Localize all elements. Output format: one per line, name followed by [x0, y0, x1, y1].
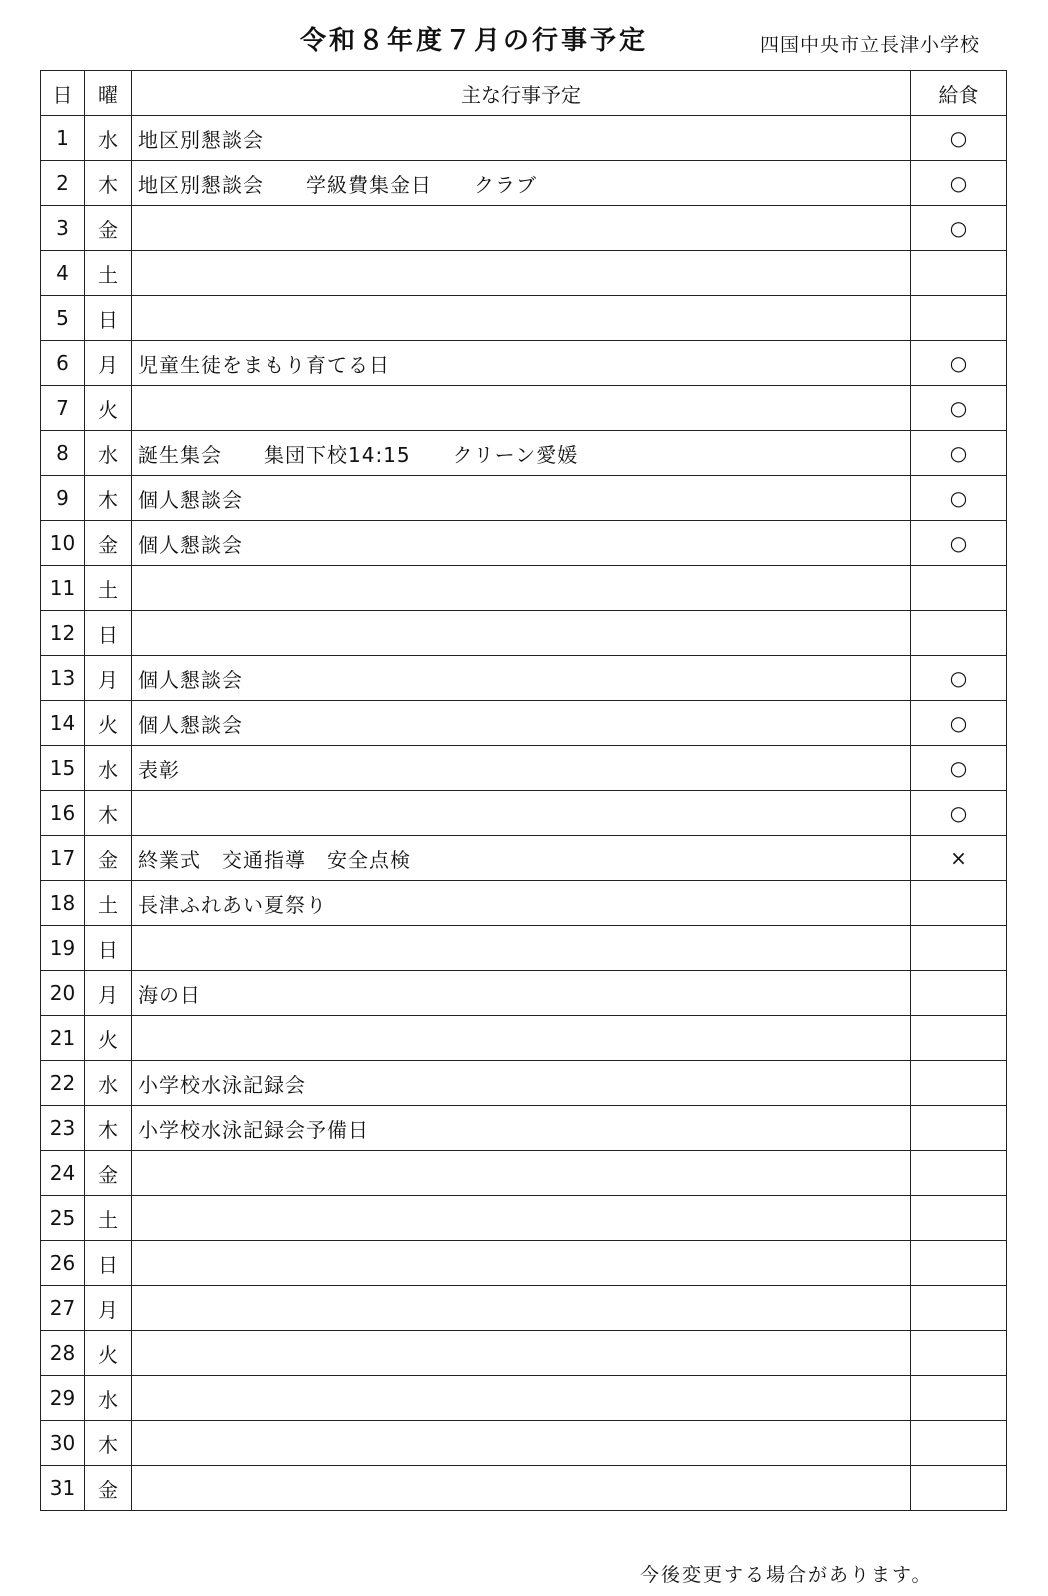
day-cell: 12 — [41, 611, 85, 656]
weekday-cell: 木 — [85, 1106, 132, 1151]
event-cell — [132, 1331, 911, 1376]
weekday-cell: 月 — [85, 971, 132, 1016]
day-cell: 14 — [41, 701, 85, 746]
weekday-cell: 金 — [85, 1151, 132, 1196]
weekday-cell: 月 — [85, 656, 132, 701]
event-cell — [132, 386, 911, 431]
table-row — [41, 836, 1007, 881]
column-header-weekday: 曜 — [85, 71, 132, 116]
table-row — [41, 701, 1007, 746]
event-cell — [132, 1241, 911, 1286]
table-row — [41, 566, 1007, 611]
day-cell: 28 — [41, 1331, 85, 1376]
table-row — [41, 1016, 1007, 1061]
weekday-cell: 金 — [85, 521, 132, 566]
weekday-cell: 土 — [85, 251, 132, 296]
event-cell — [132, 296, 911, 341]
weekday-cell: 日 — [85, 611, 132, 656]
lunch-cell — [911, 1376, 1007, 1421]
event-cell: 小学校水泳記録会予備日 — [132, 1106, 911, 1151]
day-cell: 9 — [41, 476, 85, 521]
event-cell — [132, 1286, 911, 1331]
school-name: 四国中央市立長津小学校 — [760, 34, 981, 56]
day-cell: 19 — [41, 926, 85, 971]
table-header-row — [41, 71, 1007, 116]
lunch-cell: × — [911, 836, 1007, 881]
lunch-cell: ○ — [911, 656, 1007, 701]
table-row — [41, 431, 1007, 476]
day-cell: 7 — [41, 386, 85, 431]
event-cell: 表彰 — [132, 746, 911, 791]
weekday-cell: 金 — [85, 206, 132, 251]
weekday-cell: 木 — [85, 1421, 132, 1466]
weekday-cell: 水 — [85, 1061, 132, 1106]
event-cell: 児童生徒をまもり育てる日 — [132, 341, 911, 386]
table-row — [41, 251, 1007, 296]
event-cell: 地区別懇談会 — [132, 116, 911, 161]
day-cell: 6 — [41, 341, 85, 386]
lunch-cell — [911, 1286, 1007, 1331]
lunch-cell: ○ — [911, 206, 1007, 251]
event-cell: 個人懇談会 — [132, 656, 911, 701]
event-cell — [132, 1151, 911, 1196]
day-cell: 8 — [41, 431, 85, 476]
table-row — [41, 206, 1007, 251]
day-cell: 10 — [41, 521, 85, 566]
event-cell — [132, 1421, 911, 1466]
column-header-events: 主な行事予定 — [132, 71, 911, 116]
weekday-cell: 日 — [85, 926, 132, 971]
table-row — [41, 1421, 1007, 1466]
table-row — [41, 746, 1007, 791]
footer-note: 今後変更する場合があります。 — [640, 1564, 933, 1586]
event-cell: 海の日 — [132, 971, 911, 1016]
event-cell — [132, 251, 911, 296]
day-cell: 5 — [41, 296, 85, 341]
day-cell: 11 — [41, 566, 85, 611]
table-row — [41, 611, 1007, 656]
lunch-cell — [911, 611, 1007, 656]
event-cell — [132, 1196, 911, 1241]
page-title: 令和８年度７月の行事予定 — [300, 26, 649, 56]
weekday-cell: 木 — [85, 476, 132, 521]
table-row — [41, 1196, 1007, 1241]
day-cell: 13 — [41, 656, 85, 701]
table-row — [41, 296, 1007, 341]
table-row — [41, 881, 1007, 926]
lunch-cell — [911, 1016, 1007, 1061]
event-cell — [132, 926, 911, 971]
day-cell: 17 — [41, 836, 85, 881]
table-row — [41, 161, 1007, 206]
table-row — [41, 1151, 1007, 1196]
event-cell: 誕生集会 集団下校14:15 クリーン愛媛 — [132, 431, 911, 476]
table-row — [41, 971, 1007, 1016]
event-cell: 地区別懇談会 学級費集金日 クラブ — [132, 161, 911, 206]
weekday-cell: 土 — [85, 1196, 132, 1241]
day-cell: 15 — [41, 746, 85, 791]
lunch-cell — [911, 971, 1007, 1016]
column-header-day: 日 — [41, 71, 85, 116]
lunch-cell: ○ — [911, 476, 1007, 521]
day-cell: 18 — [41, 881, 85, 926]
lunch-cell: ○ — [911, 386, 1007, 431]
day-cell: 27 — [41, 1286, 85, 1331]
weekday-cell: 火 — [85, 386, 132, 431]
lunch-cell — [911, 1466, 1007, 1511]
schedule-table — [40, 70, 1007, 1511]
weekday-cell: 日 — [85, 296, 132, 341]
day-cell: 4 — [41, 251, 85, 296]
weekday-cell: 火 — [85, 701, 132, 746]
lunch-cell — [911, 1061, 1007, 1106]
weekday-cell: 水 — [85, 431, 132, 476]
lunch-cell — [911, 296, 1007, 341]
table-row — [41, 1286, 1007, 1331]
lunch-cell — [911, 1241, 1007, 1286]
lunch-cell: ○ — [911, 161, 1007, 206]
table-row — [41, 1061, 1007, 1106]
lunch-cell — [911, 251, 1007, 296]
weekday-cell: 木 — [85, 791, 132, 836]
day-cell: 20 — [41, 971, 85, 1016]
weekday-cell: 火 — [85, 1331, 132, 1376]
table-row — [41, 476, 1007, 521]
event-cell: 個人懇談会 — [132, 476, 911, 521]
lunch-cell — [911, 1106, 1007, 1151]
lunch-cell: ○ — [911, 341, 1007, 386]
event-cell — [132, 1466, 911, 1511]
event-cell: 小学校水泳記録会 — [132, 1061, 911, 1106]
event-cell — [132, 566, 911, 611]
lunch-cell: ○ — [911, 746, 1007, 791]
day-cell: 1 — [41, 116, 85, 161]
weekday-cell: 金 — [85, 836, 132, 881]
lunch-cell: ○ — [911, 791, 1007, 836]
day-cell: 29 — [41, 1376, 85, 1421]
table-row — [41, 926, 1007, 971]
lunch-cell: ○ — [911, 521, 1007, 566]
lunch-cell: ○ — [911, 116, 1007, 161]
table-row — [41, 341, 1007, 386]
lunch-cell — [911, 1196, 1007, 1241]
weekday-cell: 月 — [85, 341, 132, 386]
lunch-cell — [911, 926, 1007, 971]
lunch-cell: ○ — [911, 431, 1007, 476]
weekday-cell: 木 — [85, 161, 132, 206]
weekday-cell: 金 — [85, 1466, 132, 1511]
event-cell: 個人懇談会 — [132, 701, 911, 746]
lunch-cell — [911, 881, 1007, 926]
day-cell: 24 — [41, 1151, 85, 1196]
weekday-cell: 水 — [85, 746, 132, 791]
day-cell: 25 — [41, 1196, 85, 1241]
day-cell: 26 — [41, 1241, 85, 1286]
event-cell — [132, 791, 911, 836]
day-cell: 30 — [41, 1421, 85, 1466]
table-row — [41, 521, 1007, 566]
table-row — [41, 1241, 1007, 1286]
table-row — [41, 1466, 1007, 1511]
lunch-cell — [911, 1151, 1007, 1196]
event-cell — [132, 1016, 911, 1061]
weekday-cell: 水 — [85, 116, 132, 161]
day-cell: 16 — [41, 791, 85, 836]
day-cell: 22 — [41, 1061, 85, 1106]
lunch-cell: ○ — [911, 701, 1007, 746]
table-row — [41, 1376, 1007, 1421]
schedule-body — [41, 116, 1007, 1511]
day-cell: 2 — [41, 161, 85, 206]
event-cell — [132, 206, 911, 251]
column-header-lunch: 給食 — [911, 71, 1007, 116]
weekday-cell: 水 — [85, 1376, 132, 1421]
weekday-cell: 土 — [85, 881, 132, 926]
table-row — [41, 116, 1007, 161]
weekday-cell: 土 — [85, 566, 132, 611]
day-cell: 21 — [41, 1016, 85, 1061]
day-cell: 31 — [41, 1466, 85, 1511]
table-row — [41, 656, 1007, 701]
day-cell: 3 — [41, 206, 85, 251]
table-row — [41, 1331, 1007, 1376]
weekday-cell: 月 — [85, 1286, 132, 1331]
table-row — [41, 386, 1007, 431]
event-cell — [132, 1376, 911, 1421]
lunch-cell — [911, 1421, 1007, 1466]
event-cell: 個人懇談会 — [132, 521, 911, 566]
lunch-cell — [911, 1331, 1007, 1376]
weekday-cell: 火 — [85, 1016, 132, 1061]
table-row — [41, 1106, 1007, 1151]
weekday-cell: 日 — [85, 1241, 132, 1286]
event-cell: 終業式 交通指導 安全点検 — [132, 836, 911, 881]
event-cell: 長津ふれあい夏祭り — [132, 881, 911, 926]
event-cell — [132, 611, 911, 656]
table-row — [41, 791, 1007, 836]
lunch-cell — [911, 566, 1007, 611]
day-cell: 23 — [41, 1106, 85, 1151]
